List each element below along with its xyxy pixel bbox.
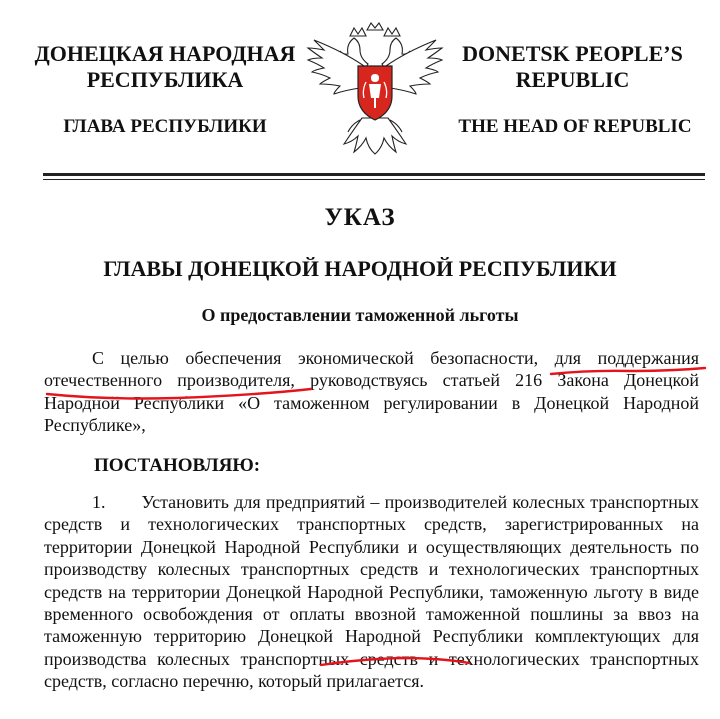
intro-paragraph: С целью обеспечения экономической безопасности, для поддержания отечественного производителя, руководствуясь статьей 216 Закона Донецкой Народной Республики «О таможенном регулировании в Донецкой Народной Республике», [44, 348, 699, 436]
item-1-paragraph: 1. Установить для предприятий – производителей колесных транспортных средств и технологических транспортных средств, зарегистрированных на территории Донецкой Народной Республики и осуществляющих деятельность по производству колесных транспортных средств и технологических транспортных средств на территории Донецкой Народной Республики, таможенную льготу в виде временного освобождения от оплаты ввозной таможенной пошлины за ввоз на таможенную территорию Донецкой Народной Республики комплектующих для производства колесных транспортных средств и технологических транспортных средств, согласно перечню, который прилагается. [44, 492, 699, 692]
header-divider-thin [43, 179, 705, 180]
header-right-line2: REPUBLIC [515, 67, 630, 92]
header-left-subtitle: ГЛАВА РЕСПУБЛИКИ [63, 116, 267, 137]
header-divider-thick [43, 173, 705, 176]
header-left-line1: ДОНЕЦКАЯ НАРОДНАЯ [34, 41, 296, 66]
decree-word: ПОСТАНОВЛЯЮ: [94, 455, 261, 476]
header-right-line1: DONETSK PEOPLE’S [462, 41, 683, 66]
issuer-title: ГЛАВЫ ДОНЕЦКОЙ НАРОДНОЙ РЕСПУБЛИКИ [103, 256, 617, 281]
subject-title: О предоставлении таможенной льготы [201, 305, 519, 325]
header-left-line2: РЕСПУБЛИКА [86, 67, 244, 92]
header-right-subtitle: THE HEAD OF REPUBLIC [458, 116, 692, 137]
double-headed-eagle-emblem-icon [306, 22, 444, 162]
document-type-title: УКАЗ [324, 204, 396, 231]
